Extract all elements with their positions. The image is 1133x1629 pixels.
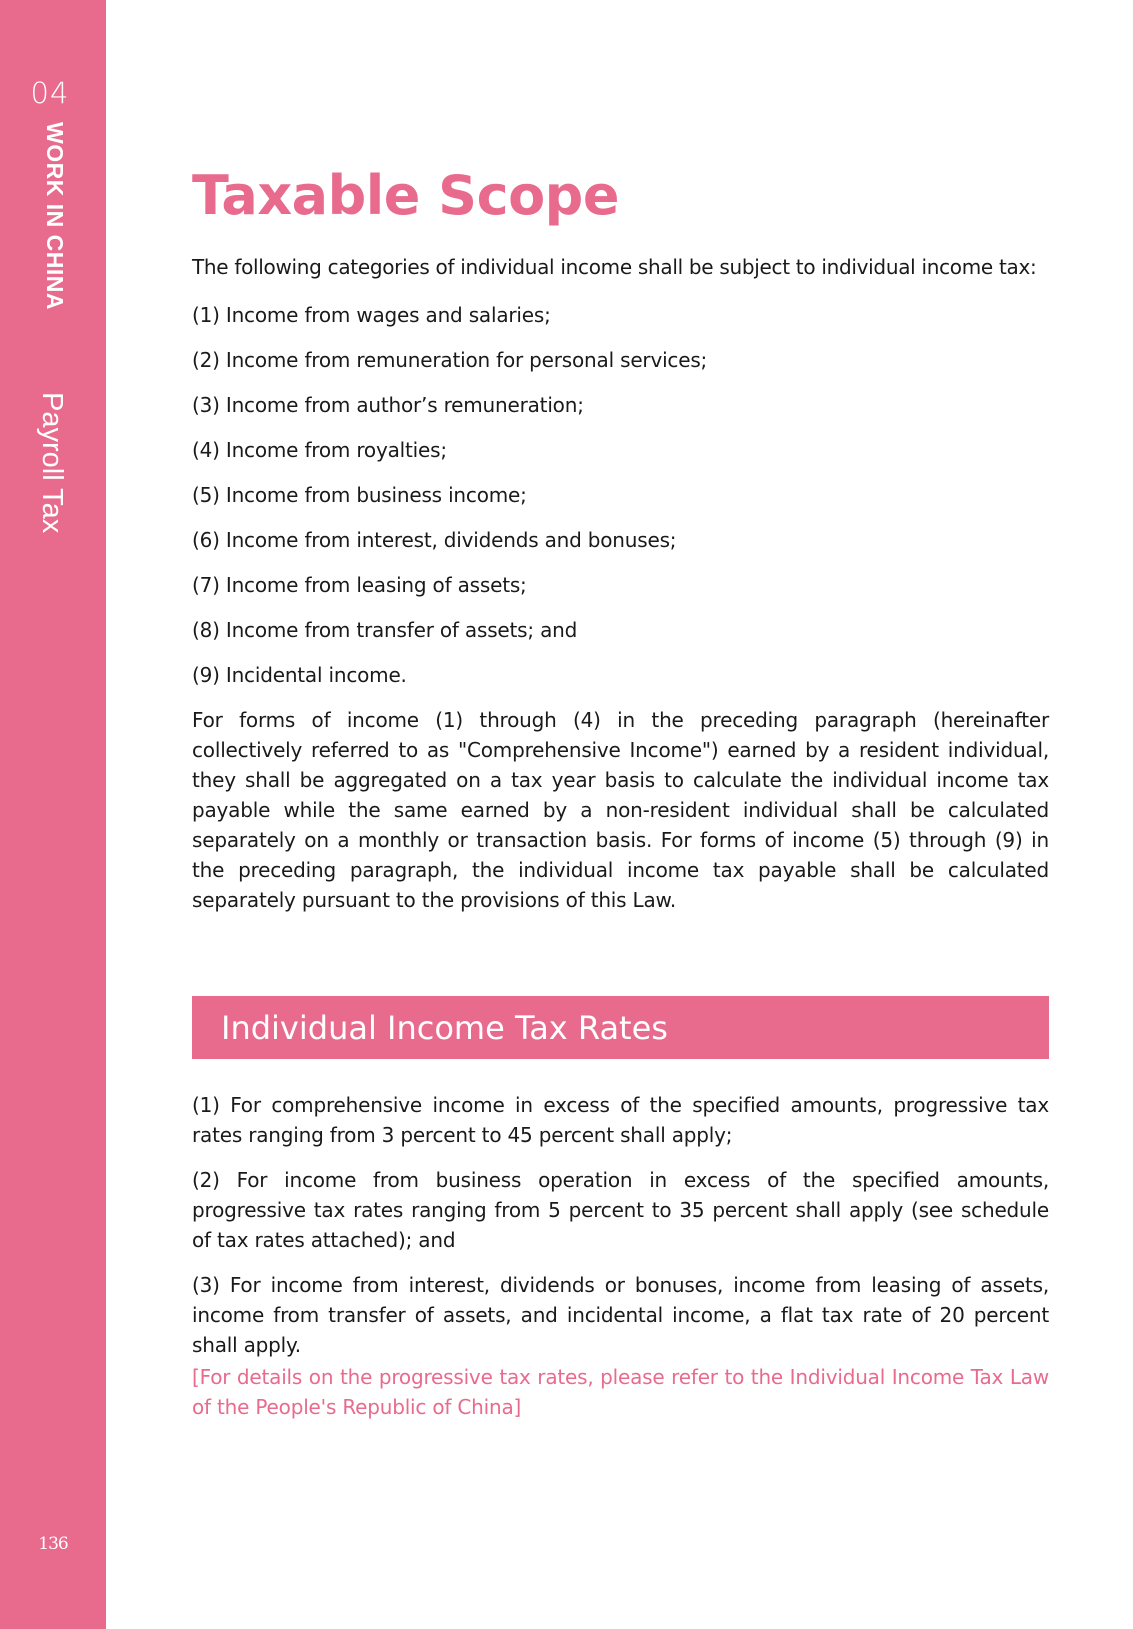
comprehensive-income-paragraph: For forms of income (1) through (4) in the preceding paragraph (hereinafter collectively referred to as "Comprehensive Income") earned by a resident individual, they shall be aggregated on a tax year basis to calculate the individual income tax payable while the same earned by a non-resident individual shall be calculated separately on a monthly or transaction basis. For forms of income (5) through (9) in the preceding paragraph, the individual income tax payable shall be calculated separately pursuant to the provisions of this Law. — [192, 708, 1049, 912]
sidebar — [0, 0, 106, 1629]
book-title: WORK IN CHINA — [42, 122, 68, 310]
list-item: (5) Income from business income; — [192, 483, 527, 507]
list-item: (1) Income from wages and salaries; — [192, 303, 551, 327]
income-category-list — [192, 300, 707, 705]
tax-rates-list — [192, 1090, 1049, 1375]
chapter-number: 04 — [30, 76, 70, 110]
section-name: Payroll Tax — [36, 392, 68, 534]
tax-rate-paragraph: (1) For comprehensive income in excess of the specified amounts, progressive tax rates ranging from 3 percent to 45 percent shall apply; — [192, 1093, 1049, 1147]
intro-text: The following categories of individual income shall be subject to individual income tax: — [192, 255, 1037, 279]
page-title: Taxable Scope — [192, 164, 619, 227]
list-item: (3) Income from author’s remuneration; — [192, 393, 584, 417]
list-item: (9) Incidental income. — [192, 663, 407, 687]
tax-rate-paragraph: (3) For income from interest, dividends or bonuses, income from leasing of assets, income from transfer of assets, and incidental income, a flat tax rate of 20 percent shall apply. — [192, 1273, 1049, 1357]
page-number: 136 — [38, 1534, 68, 1554]
list-item: (7) Income from leasing of assets; — [192, 573, 527, 597]
reference-note: [For details on the progressive tax rates, please refer to the Individual Income Tax Law of the People's Republic of China] — [192, 1365, 1049, 1419]
list-item: (8) Income from transfer of assets; and — [192, 618, 578, 642]
list-item: (2) Income from remuneration for personal services; — [192, 348, 708, 372]
tax-rate-paragraph: (2) For income from business operation in excess of the specified amounts, progressive tax rates ranging from 5 percent to 35 percent shall apply (see schedule of tax rates attached); and — [192, 1168, 1049, 1252]
list-item: (4) Income from royalties; — [192, 438, 447, 462]
list-item: (6) Income from interest, dividends and bonuses; — [192, 528, 677, 552]
section-heading: Individual Income Tax Rates — [221, 1009, 668, 1047]
section-heading-band — [192, 996, 1049, 1059]
